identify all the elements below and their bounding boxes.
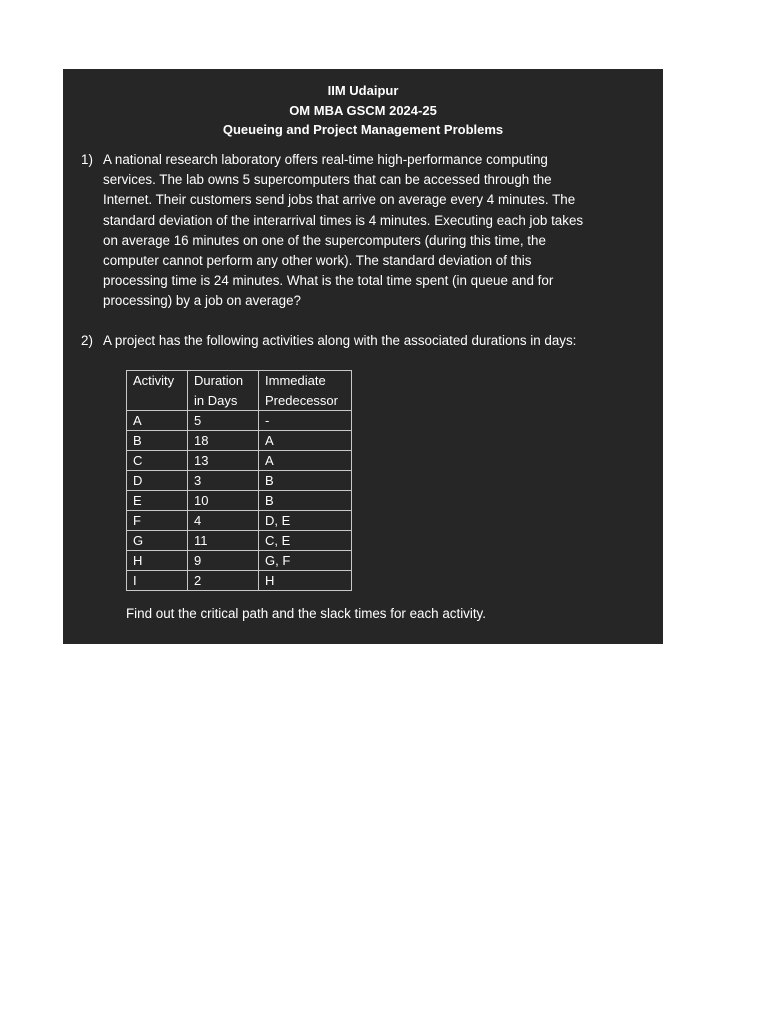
cell-predecessor: G, F bbox=[259, 551, 352, 571]
course-title: OM MBA GSCM 2024-25 bbox=[289, 102, 437, 118]
question-1-line: services. The lab owns 5 supercomputers that can be accessed through the bbox=[103, 172, 552, 188]
question-1-line: Internet. Their customers send jobs that arrive on average every 4 minutes. The bbox=[103, 192, 576, 208]
header-predecessor: Immediate Predecessor bbox=[259, 371, 352, 411]
cell-duration: 10 bbox=[188, 491, 259, 511]
problem-set-title: Queueing and Project Management Problems bbox=[222, 122, 504, 137]
cell-predecessor: B bbox=[259, 491, 352, 511]
question-2 bbox=[81, 331, 643, 351]
cell-activity: B bbox=[127, 431, 188, 451]
cell-duration: 5 bbox=[188, 411, 259, 431]
table-row bbox=[127, 411, 352, 431]
table-row bbox=[127, 531, 352, 551]
cell-activity: D bbox=[127, 471, 188, 491]
critical-path-instruction: Find out the critical path and the slack times for each activity. bbox=[126, 606, 486, 621]
question-2-number: 2) bbox=[81, 333, 93, 348]
header-activity: Activity bbox=[127, 371, 188, 411]
activity-table bbox=[126, 370, 352, 591]
table-row bbox=[127, 571, 352, 591]
question-1-line: on average 16 minutes on one of the supercomputers (during this time, the bbox=[103, 232, 546, 248]
cell-predecessor: A bbox=[259, 431, 352, 451]
cell-activity: H bbox=[127, 551, 188, 571]
cell-duration: 3 bbox=[188, 471, 259, 491]
cell-duration: 13 bbox=[188, 451, 259, 471]
table-row bbox=[127, 471, 352, 491]
table-row bbox=[127, 451, 352, 471]
cell-activity: A bbox=[127, 411, 188, 431]
cell-activity: I bbox=[127, 571, 188, 591]
cell-predecessor: A bbox=[259, 451, 352, 471]
cell-duration: 4 bbox=[188, 511, 259, 531]
cell-duration: 9 bbox=[188, 551, 259, 571]
cell-duration: 18 bbox=[188, 431, 259, 451]
header-duration: Duration in Days bbox=[188, 371, 259, 411]
document-panel bbox=[63, 69, 663, 644]
cell-duration: 11 bbox=[188, 531, 259, 551]
question-2-text: A project has the following activities along with the associated durations in days: bbox=[103, 333, 577, 348]
question-1-number: 1) bbox=[81, 152, 93, 167]
cell-activity: E bbox=[127, 491, 188, 511]
document-header bbox=[63, 81, 663, 140]
cell-predecessor: C, E bbox=[259, 531, 352, 551]
cell-activity: C bbox=[127, 451, 188, 471]
question-1-line: processing) by a job on average? bbox=[103, 293, 302, 309]
cell-predecessor: H bbox=[259, 571, 352, 591]
question-1-line: standard deviation of the interarrival times is 4 minutes. Executing each job takes bbox=[103, 212, 584, 228]
cell-predecessor: D, E bbox=[259, 511, 352, 531]
cell-activity: F bbox=[127, 511, 188, 531]
cell-duration: 2 bbox=[188, 571, 259, 591]
question-1 bbox=[81, 150, 623, 312]
table-row bbox=[127, 491, 352, 511]
question-1-line: computer cannot perform any other work). The standard deviation of this bbox=[103, 253, 532, 269]
table-row bbox=[127, 551, 352, 571]
question-1-line: A national research laboratory offers real-time high-performance computing bbox=[103, 152, 548, 167]
cell-predecessor: - bbox=[259, 411, 352, 431]
cell-predecessor: B bbox=[259, 471, 352, 491]
question-1-line: processing time is 24 minutes. What is the total time spent (in queue and for bbox=[103, 273, 554, 289]
table-header-row bbox=[127, 371, 352, 411]
institution-title: IIM Udaipur bbox=[327, 83, 399, 98]
cell-activity: G bbox=[127, 531, 188, 551]
table-row bbox=[127, 511, 352, 531]
table-row bbox=[127, 431, 352, 451]
